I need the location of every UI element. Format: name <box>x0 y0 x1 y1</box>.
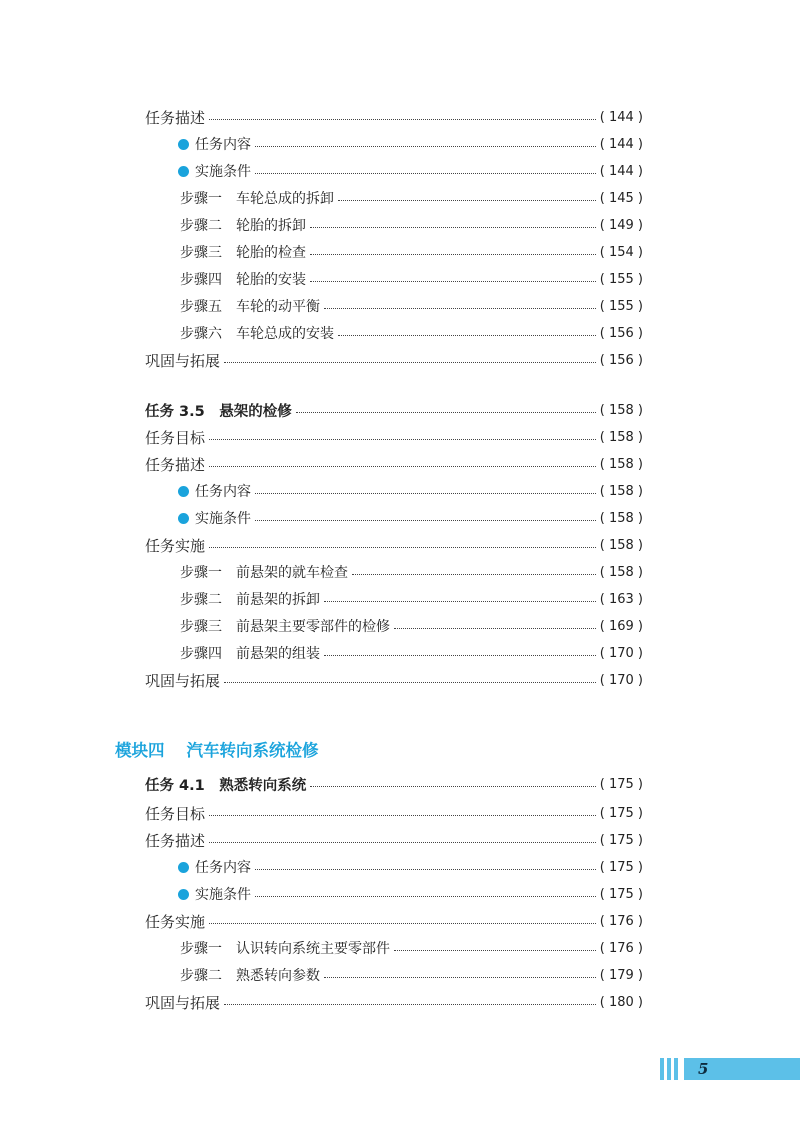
toc-entry[interactable] <box>180 266 643 292</box>
toc-entry-page: ( 144 ) <box>599 136 643 152</box>
toc-entry-page: ( 158 ) <box>599 510 643 526</box>
toc-entry-page: ( 170 ) <box>599 672 643 688</box>
bullet-icon <box>178 513 189 524</box>
toc-entry-page: ( 176 ) <box>599 940 643 956</box>
dot-leader <box>324 655 596 656</box>
dot-leader <box>255 493 596 494</box>
toc-entry[interactable] <box>178 158 643 184</box>
toc-entry-label: 巩固与拓展 <box>145 351 221 370</box>
toc-entry[interactable] <box>178 478 643 504</box>
toc-entry-label: 任务实施 <box>145 536 206 555</box>
toc-entry-label: 步骤四 前悬架的组装 <box>180 646 320 662</box>
toc-entry-label: 步骤三 轮胎的检查 <box>180 245 306 261</box>
toc-entry[interactable] <box>180 185 643 211</box>
toc-entry-page: ( 179 ) <box>599 967 643 983</box>
toc-entry-label: 步骤六 车轮总成的安装 <box>180 326 334 342</box>
dot-leader <box>394 628 596 629</box>
toc-entry[interactable] <box>178 881 643 907</box>
toc-entry-page: ( 145 ) <box>599 190 643 206</box>
dot-leader <box>352 574 596 575</box>
toc-entry[interactable] <box>180 962 643 988</box>
toc-entry[interactable] <box>145 667 643 693</box>
footer-stripe <box>660 1058 664 1080</box>
toc-entry-page: ( 175 ) <box>599 832 643 848</box>
toc-entry[interactable] <box>145 424 643 450</box>
toc-entry-page: ( 149 ) <box>599 217 643 233</box>
dot-leader <box>224 362 596 363</box>
toc-entry-label: 步骤一 前悬架的就车检查 <box>180 565 348 581</box>
dot-leader <box>296 412 596 413</box>
dot-leader <box>209 923 596 924</box>
toc-entry-page: ( 158 ) <box>599 483 643 499</box>
toc-entry[interactable] <box>178 131 643 157</box>
toc-entry[interactable] <box>145 104 643 130</box>
dot-leader <box>255 896 596 897</box>
toc-entry[interactable] <box>180 613 643 639</box>
toc-entry[interactable] <box>180 935 643 961</box>
toc-entry[interactable] <box>145 347 643 373</box>
toc-entry-label: 任务描述 <box>145 455 206 474</box>
toc-entry-page: ( 158 ) <box>599 402 643 418</box>
toc-entry-page: ( 144 ) <box>599 163 643 179</box>
footer-stripe <box>667 1058 671 1080</box>
page-footer <box>660 1058 800 1080</box>
toc-entry-label: 任务目标 <box>145 804 206 823</box>
toc-entry-page: ( 156 ) <box>599 325 643 341</box>
toc-entry-page: ( 155 ) <box>599 298 643 314</box>
page-number-box <box>684 1058 800 1080</box>
toc-entry[interactable] <box>180 586 643 612</box>
footer-stripe <box>674 1058 678 1080</box>
dot-leader <box>394 950 596 951</box>
toc-entry[interactable] <box>180 212 643 238</box>
toc-entry-label: 步骤二 熟悉转向参数 <box>180 968 320 984</box>
dot-leader <box>324 601 596 602</box>
toc-task-entry[interactable] <box>145 397 643 423</box>
toc-entry-page: ( 175 ) <box>599 859 643 875</box>
toc-entry-label: 实施条件 <box>195 164 251 180</box>
toc-entry[interactable] <box>145 827 643 853</box>
module-title: 汽车转向系统检修 <box>186 741 319 760</box>
toc-entry-page: ( 175 ) <box>599 805 643 821</box>
toc-entry[interactable] <box>180 559 643 585</box>
toc-entry-page: ( 158 ) <box>599 456 643 472</box>
bullet-icon <box>178 166 189 177</box>
toc-entry-page: ( 163 ) <box>599 591 643 607</box>
page-number: 5 <box>698 1060 709 1078</box>
toc-entry-label: 步骤二 轮胎的拆卸 <box>180 218 306 234</box>
dot-leader <box>324 308 596 309</box>
toc-entry-label: 任务实施 <box>145 912 206 931</box>
toc-entry-label: 步骤五 车轮的动平衡 <box>180 299 320 315</box>
toc-entry-label: 任务描述 <box>145 108 206 127</box>
bullet-icon <box>178 486 189 497</box>
dot-leader <box>310 254 596 255</box>
toc-entry-page: ( 154 ) <box>599 244 643 260</box>
toc-entry-label: 步骤二 前悬架的拆卸 <box>180 592 320 608</box>
toc-entry[interactable] <box>180 293 643 319</box>
toc-entry[interactable] <box>178 505 643 531</box>
toc-entry-page: ( 175 ) <box>599 776 643 792</box>
toc-entry-page: ( 158 ) <box>599 537 643 553</box>
toc-entry[interactable] <box>180 239 643 265</box>
toc-entry-label: 任务 3.5 悬架的检修 <box>145 403 292 420</box>
dot-leader <box>310 281 596 282</box>
dot-leader <box>255 520 596 521</box>
dot-leader <box>310 786 596 787</box>
toc-entry-page: ( 170 ) <box>599 645 643 661</box>
toc-entry-label: 任务描述 <box>145 831 206 850</box>
dot-leader <box>255 173 596 174</box>
module-code: 模块四 <box>115 741 165 760</box>
module-heading <box>115 737 319 761</box>
toc-entry-label: 巩固与拓展 <box>145 993 221 1012</box>
toc-entry-page: ( 158 ) <box>599 564 643 580</box>
dot-leader <box>209 439 596 440</box>
toc-entry-label: 任务内容 <box>195 137 251 153</box>
dot-leader <box>338 335 596 336</box>
toc-entry-label: 步骤一 认识转向系统主要零部件 <box>180 941 390 957</box>
toc-entry-page: ( 169 ) <box>599 618 643 634</box>
toc-entry[interactable] <box>145 800 643 826</box>
toc-entry-label: 步骤一 车轮总成的拆卸 <box>180 191 334 207</box>
toc-entry[interactable] <box>178 854 643 880</box>
toc-entry-label: 实施条件 <box>195 511 251 527</box>
toc-entry[interactable] <box>180 640 643 666</box>
dot-leader <box>255 869 596 870</box>
dot-leader <box>209 815 596 816</box>
toc-entry-page: ( 155 ) <box>599 271 643 287</box>
toc-entry[interactable] <box>180 320 643 346</box>
toc-entry-page: ( 158 ) <box>599 429 643 445</box>
toc-entry-label: 步骤三 前悬架主要零部件的检修 <box>180 619 390 635</box>
dot-leader <box>310 227 596 228</box>
toc-entry-page: ( 144 ) <box>599 109 643 125</box>
toc-entry-label: 任务内容 <box>195 484 251 500</box>
toc-entry-page: ( 156 ) <box>599 352 643 368</box>
dot-leader <box>324 977 596 978</box>
dot-leader <box>255 146 596 147</box>
toc-task-entry[interactable] <box>145 771 643 797</box>
toc-entry-page: ( 180 ) <box>599 994 643 1010</box>
dot-leader <box>224 682 596 683</box>
toc-entry-label: 步骤四 轮胎的安装 <box>180 272 306 288</box>
toc-entry-label: 任务目标 <box>145 428 206 447</box>
toc-entry-label: 任务 4.1 熟悉转向系统 <box>145 777 307 794</box>
toc-entry-label: 实施条件 <box>195 887 251 903</box>
bullet-icon <box>178 889 189 900</box>
toc-entry-page: ( 175 ) <box>599 886 643 902</box>
toc-entry-page: ( 176 ) <box>599 913 643 929</box>
bullet-icon <box>178 862 189 873</box>
toc-entry[interactable] <box>145 532 643 558</box>
bullet-icon <box>178 139 189 150</box>
toc-entry[interactable] <box>145 908 643 934</box>
toc-entry-label: 任务内容 <box>195 860 251 876</box>
dot-leader <box>209 466 596 467</box>
dot-leader <box>338 200 596 201</box>
toc-entry[interactable] <box>145 989 643 1015</box>
toc-entry[interactable] <box>145 451 643 477</box>
dot-leader <box>209 842 596 843</box>
toc-entry-label: 巩固与拓展 <box>145 671 221 690</box>
dot-leader <box>209 119 596 120</box>
dot-leader <box>209 547 596 548</box>
dot-leader <box>224 1004 596 1005</box>
